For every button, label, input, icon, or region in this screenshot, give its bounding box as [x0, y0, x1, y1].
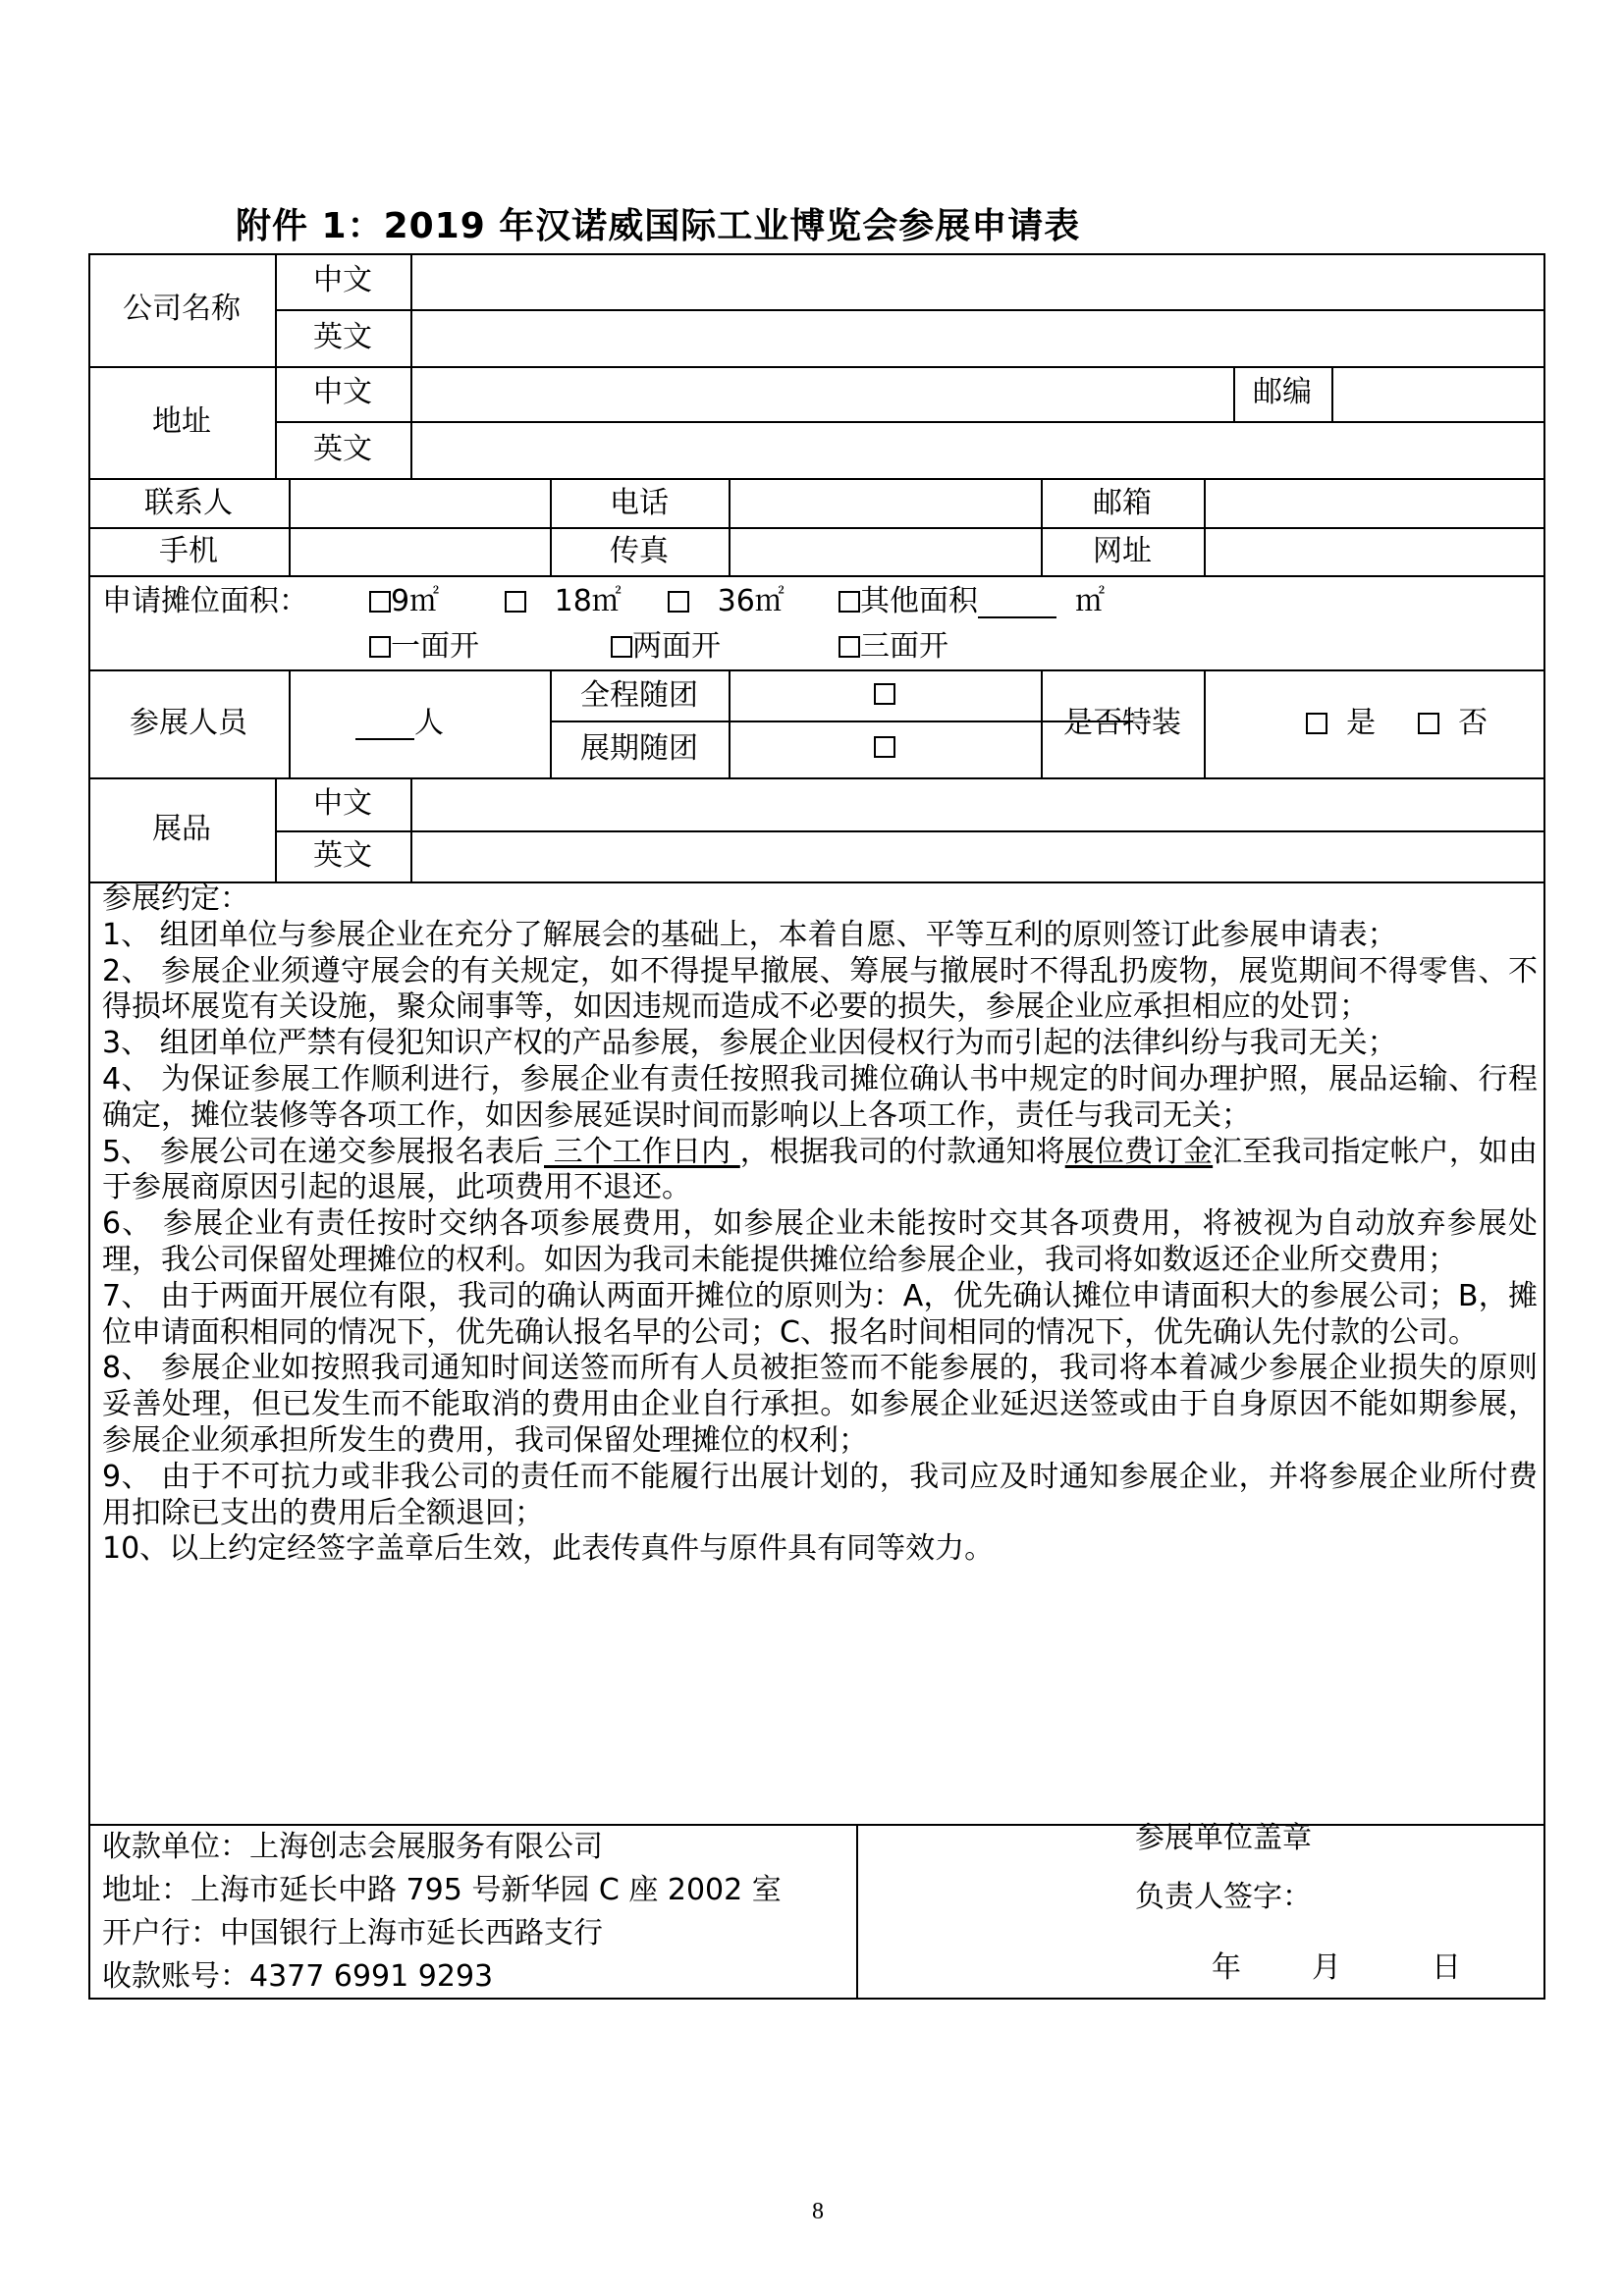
term-4: 4、 为保证参展工作顺利进行，参展企业有责任按照我司摊位确认书中规定的时间办理护照，展品运输、行程确定，摊位装修等各项工作，如因参展延误时间而影响以上各项工作，责任与我司无关；: [102, 1061, 1538, 1133]
company-en-field[interactable]: [414, 313, 1542, 364]
rule: [275, 830, 1545, 832]
payee: 收款单位：上海创志会展服务有限公司: [102, 1830, 603, 1864]
booth-option-36[interactable]: 36㎡: [668, 587, 785, 616]
address-en-field[interactable]: [414, 425, 1542, 476]
year-label: 年: [1212, 1950, 1241, 1985]
terms-heading: 参展约定：: [102, 881, 249, 916]
rule: [1233, 366, 1235, 421]
booth-option-9[interactable]: 9㎡: [369, 587, 439, 616]
signature-field[interactable]: [1316, 1875, 1532, 1918]
rule: [275, 777, 277, 881]
rule: [1041, 669, 1043, 777]
exhibits-label: 展品: [152, 812, 211, 846]
booth-area-label: 申请摊位面积：: [102, 584, 308, 618]
company-cn-label: 中文: [313, 263, 372, 297]
rule: [550, 669, 552, 777]
term-2: 2、 参展企业须遵守展会的有关规定，如不得提早撤展、筹展与撤展时不得乱扔废物，展览期间不得零售、不得损坏展览有关设施，聚众闹事等，如因违规而造成不必要的损失，参展企业应承担相应的处罚；: [102, 953, 1538, 1025]
term-8: 8、 参展企业如按照我司通知时间送签而所有人员被拒签而不能参展的，我司将本着减少参展企业损失的原则妥善处理，但已发生而不能取消的费用由企业自行承担。如参展企业延迟送签或由于自身原因不能如期参展，参展企业须承担所发生的费用，我司保留处理摊位的权利；: [102, 1351, 1538, 1458]
company-cn-field[interactable]: [414, 257, 1542, 307]
payment-info: [102, 1826, 782, 1999]
special-yes[interactable]: 是: [1306, 709, 1376, 738]
rule: [88, 366, 1545, 368]
checkbox-18sqm[interactable]: [505, 591, 526, 613]
rule: [289, 478, 291, 575]
deadline-underlined: 三个工作日内: [544, 1134, 740, 1169]
booth-option-other[interactable]: 其他面积 ㎡: [839, 587, 1105, 618]
rule: [729, 669, 731, 777]
checkbox-three-sides[interactable]: [839, 636, 860, 658]
special-build-label: 是否特装: [1063, 706, 1181, 740]
open-one-side[interactable]: 一面开: [369, 632, 479, 662]
rule: [1204, 669, 1206, 777]
rule: [856, 1824, 858, 1999]
fax-field[interactable]: [732, 531, 1037, 573]
signer-label: 负责人签字：: [1135, 1880, 1312, 1914]
term-7: 7、 由于两面开展位有限，我司的确认两面开摊位的原则为：A，优先确认摊位申请面积大的参展公司；B，摊位申请面积相同的情况下，优先确认报名早的公司；C、报名时间相同的情况下，优先确认先付款的公司。: [102, 1278, 1538, 1350]
checkbox-no[interactable]: [1418, 713, 1439, 734]
term-1: 1、 组团单位与参展企业在充分了解展会的基础上，本着自愿、平等互利的原则签订此参展申请表；: [102, 917, 1397, 952]
day-label: 日: [1432, 1950, 1461, 1985]
zip-label: 邮编: [1253, 375, 1312, 409]
exhibition-only-label: 展期随团: [580, 731, 698, 766]
rule: [275, 309, 1545, 311]
address-label: 地址: [152, 404, 211, 439]
bank: 开户行：中国银行上海市延长西路支行: [102, 1916, 603, 1950]
rule: [729, 478, 731, 575]
term-9: 9、 由于不可抗力或非我公司的责任而不能履行出展计划的，我司应及时通知参展企业，并将参展企业所付费用扣除已支出的费用后全额退回；: [102, 1459, 1538, 1530]
checkbox-full-tour[interactable]: [874, 683, 895, 705]
page-number: 8: [812, 2199, 824, 2224]
border-top: [88, 253, 1545, 255]
border-right: [1543, 253, 1545, 2000]
fax-label: 传真: [610, 534, 669, 568]
rule: [88, 575, 1545, 577]
rule: [275, 253, 277, 478]
exhibits-cn-label: 中文: [313, 786, 372, 821]
account-number: 收款账号：4377 6991 9293: [102, 1959, 494, 1994]
exhibits-cn-field[interactable]: [414, 780, 1542, 828]
rule: [410, 253, 412, 478]
address-cn-label: 中文: [313, 375, 372, 409]
term-5: 5、 参展公司在递交参展报名表后 三个工作日内 ，根据我司的付款通知将展位费订金汇至我司指定帐户，如由于参展商原因引起的退展，此项费用不退还。: [102, 1134, 1539, 1205]
staff-label: 参展人员: [130, 706, 247, 740]
phone-label: 电话: [610, 486, 669, 520]
address-en-label: 英文: [313, 432, 372, 466]
staff-count-blank[interactable]: [355, 709, 414, 740]
rule: [88, 527, 1545, 529]
full-tour-label: 全程随团: [580, 678, 698, 713]
email-label: 邮箱: [1093, 486, 1152, 520]
checkbox-two-sides[interactable]: [611, 636, 632, 658]
contact-person-label: 联系人: [144, 486, 233, 520]
term-10: 10、以上约定经签字盖章后生效，此表传真件与原件具有同等效力。: [102, 1531, 995, 1567]
deposit-underlined: 展位费订金: [1064, 1134, 1214, 1169]
rule: [550, 478, 552, 575]
booth-option-18[interactable]: 18㎡: [505, 587, 622, 616]
border-left: [88, 253, 90, 2000]
month-label: 月: [1312, 1950, 1341, 1985]
email-field[interactable]: [1208, 482, 1542, 525]
application-form: [88, 253, 1545, 2000]
zip-field[interactable]: [1335, 369, 1542, 418]
other-area-blank[interactable]: [978, 587, 1056, 618]
open-three-sides[interactable]: 三面开: [839, 632, 948, 662]
rule: [88, 777, 1545, 779]
open-two-sides[interactable]: 两面开: [611, 632, 721, 662]
special-no[interactable]: 否: [1418, 709, 1488, 738]
rule: [1041, 478, 1043, 575]
rule: [88, 669, 1545, 671]
term-3: 3、 组团单位严禁有侵犯知识产权的产品参展，参展企业因侵权行为而引起的法律纠纷与我司无关；: [102, 1026, 1397, 1061]
checkbox-yes[interactable]: [1306, 713, 1327, 734]
company-stamp-label: 参展单位盖章: [1135, 1821, 1312, 1855]
checkbox-36sqm[interactable]: [668, 591, 689, 613]
exhibits-en-field[interactable]: [414, 833, 1542, 880]
checkbox-one-side[interactable]: [369, 636, 391, 658]
rule: [550, 721, 1133, 722]
terms-section: [102, 881, 1538, 1568]
rule: [1204, 478, 1206, 575]
rule: [275, 421, 1545, 423]
checkbox-9sqm[interactable]: [369, 591, 391, 613]
contact-person-field[interactable]: [293, 482, 546, 525]
checkbox-other-area[interactable]: [839, 591, 860, 613]
phone-field[interactable]: [732, 482, 1037, 525]
mobile-field[interactable]: [293, 531, 546, 573]
website-field[interactable]: [1208, 531, 1542, 573]
exhibits-en-label: 英文: [313, 838, 372, 873]
website-label: 网址: [1093, 534, 1152, 568]
checkbox-exhibition-only[interactable]: [874, 736, 895, 758]
form-title: 附件 1：2019 年汉诺威国际工业博览会参展申请表: [236, 206, 1081, 246]
staff-count[interactable]: 人: [355, 709, 444, 740]
mobile-label: 手机: [159, 534, 218, 568]
rule: [88, 478, 1545, 480]
company-en-label: 英文: [313, 320, 372, 354]
rule: [289, 669, 291, 777]
payee-address: 地址：上海市延长中路 795 号新华园 C 座 2002 室: [102, 1873, 782, 1907]
rule: [410, 777, 412, 881]
term-6: 6、 参展企业有责任按时交纳各项参展费用，如参展企业未能按时交其各项费用，将被视为自动放弃参展处理，我公司保留处理摊位的权利。如因为我司未能提供摊位给参展企业，我司将如数返还企业所交费用；: [102, 1206, 1538, 1277]
company-name-label: 公司名称: [123, 292, 241, 326]
address-cn-field[interactable]: [414, 369, 1229, 418]
rule: [1331, 366, 1333, 421]
